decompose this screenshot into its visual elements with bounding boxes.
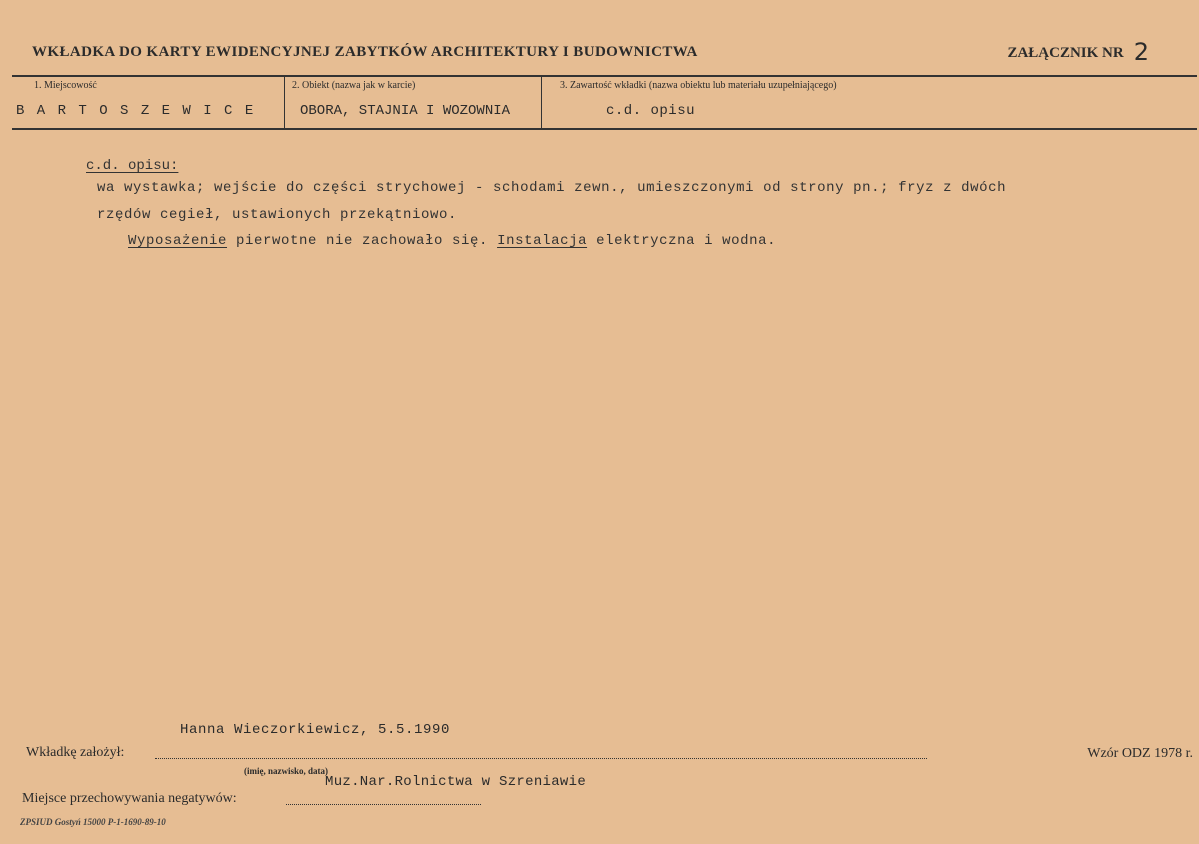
contents-value: c.d. opisu <box>606 103 696 119</box>
form-title: WKŁADKA DO KARTY EWIDENCYJNEJ ZABYTKÓW ARCHITEKTURY I BUDOWNICTWA <box>32 44 698 60</box>
body-line-1: wa wystawka; wejście do części strychowej - schodami zewn., umieszczonymi od strony pn.; fryz z dwóch <box>97 180 1007 196</box>
annex-label: ZAŁĄCZNIK NR <box>1007 45 1124 61</box>
column-divider-1 <box>284 76 285 129</box>
storage-dotted-line <box>286 804 481 805</box>
body-line-2: rzędów cegieł, ustawionych przekątniowo. <box>97 207 458 223</box>
author-value: Hanna Wieczorkiewicz, 5.5.1990 <box>180 722 451 738</box>
annex-number-label <box>1007 38 1149 66</box>
storage-label: Miejsce przechowywania negatywów: <box>22 791 237 806</box>
object-label: 2. Obiekt (nazwa jak w karcie) <box>292 80 416 91</box>
print-note: ZPSIUD Gostyń 15000 P-1-1690-89-10 <box>20 817 166 827</box>
object-value: OBORA, STAJNIA I WOZOWNIA <box>300 103 511 119</box>
annex-number: 2 <box>1133 38 1149 66</box>
column-divider-2 <box>541 76 542 129</box>
contents-label: 3. Zawartość wkładki (nazwa obiektu lub materiału uzupełniającego) <box>560 80 837 91</box>
body-heading <box>86 158 178 174</box>
storage-value: Muz.Nar.Rolnictwa w Szreniawie <box>325 774 587 790</box>
bottom-rule <box>12 128 1197 130</box>
equipment-text: pierwotne nie zachowało się. <box>227 233 498 249</box>
installation-text: elektryczna i wodna. <box>587 233 777 249</box>
author-label: Wkładkę założył: <box>26 745 125 760</box>
top-rule <box>12 75 1197 77</box>
body-heading-text: c.d. opisu: <box>86 158 179 174</box>
locality-value: B A R T O S Z E W I C E <box>16 103 256 119</box>
author-dotted-line <box>155 758 927 759</box>
author-caption: (imię, nazwisko, data) <box>244 766 328 776</box>
form-model: Wzór ODZ 1978 r. <box>1087 746 1193 761</box>
installation-term: Instalacja <box>497 233 588 249</box>
body-line-3 <box>128 233 776 249</box>
locality-label: 1. Miejscowość <box>34 80 97 91</box>
equipment-term: Wyposażenie <box>128 233 228 249</box>
